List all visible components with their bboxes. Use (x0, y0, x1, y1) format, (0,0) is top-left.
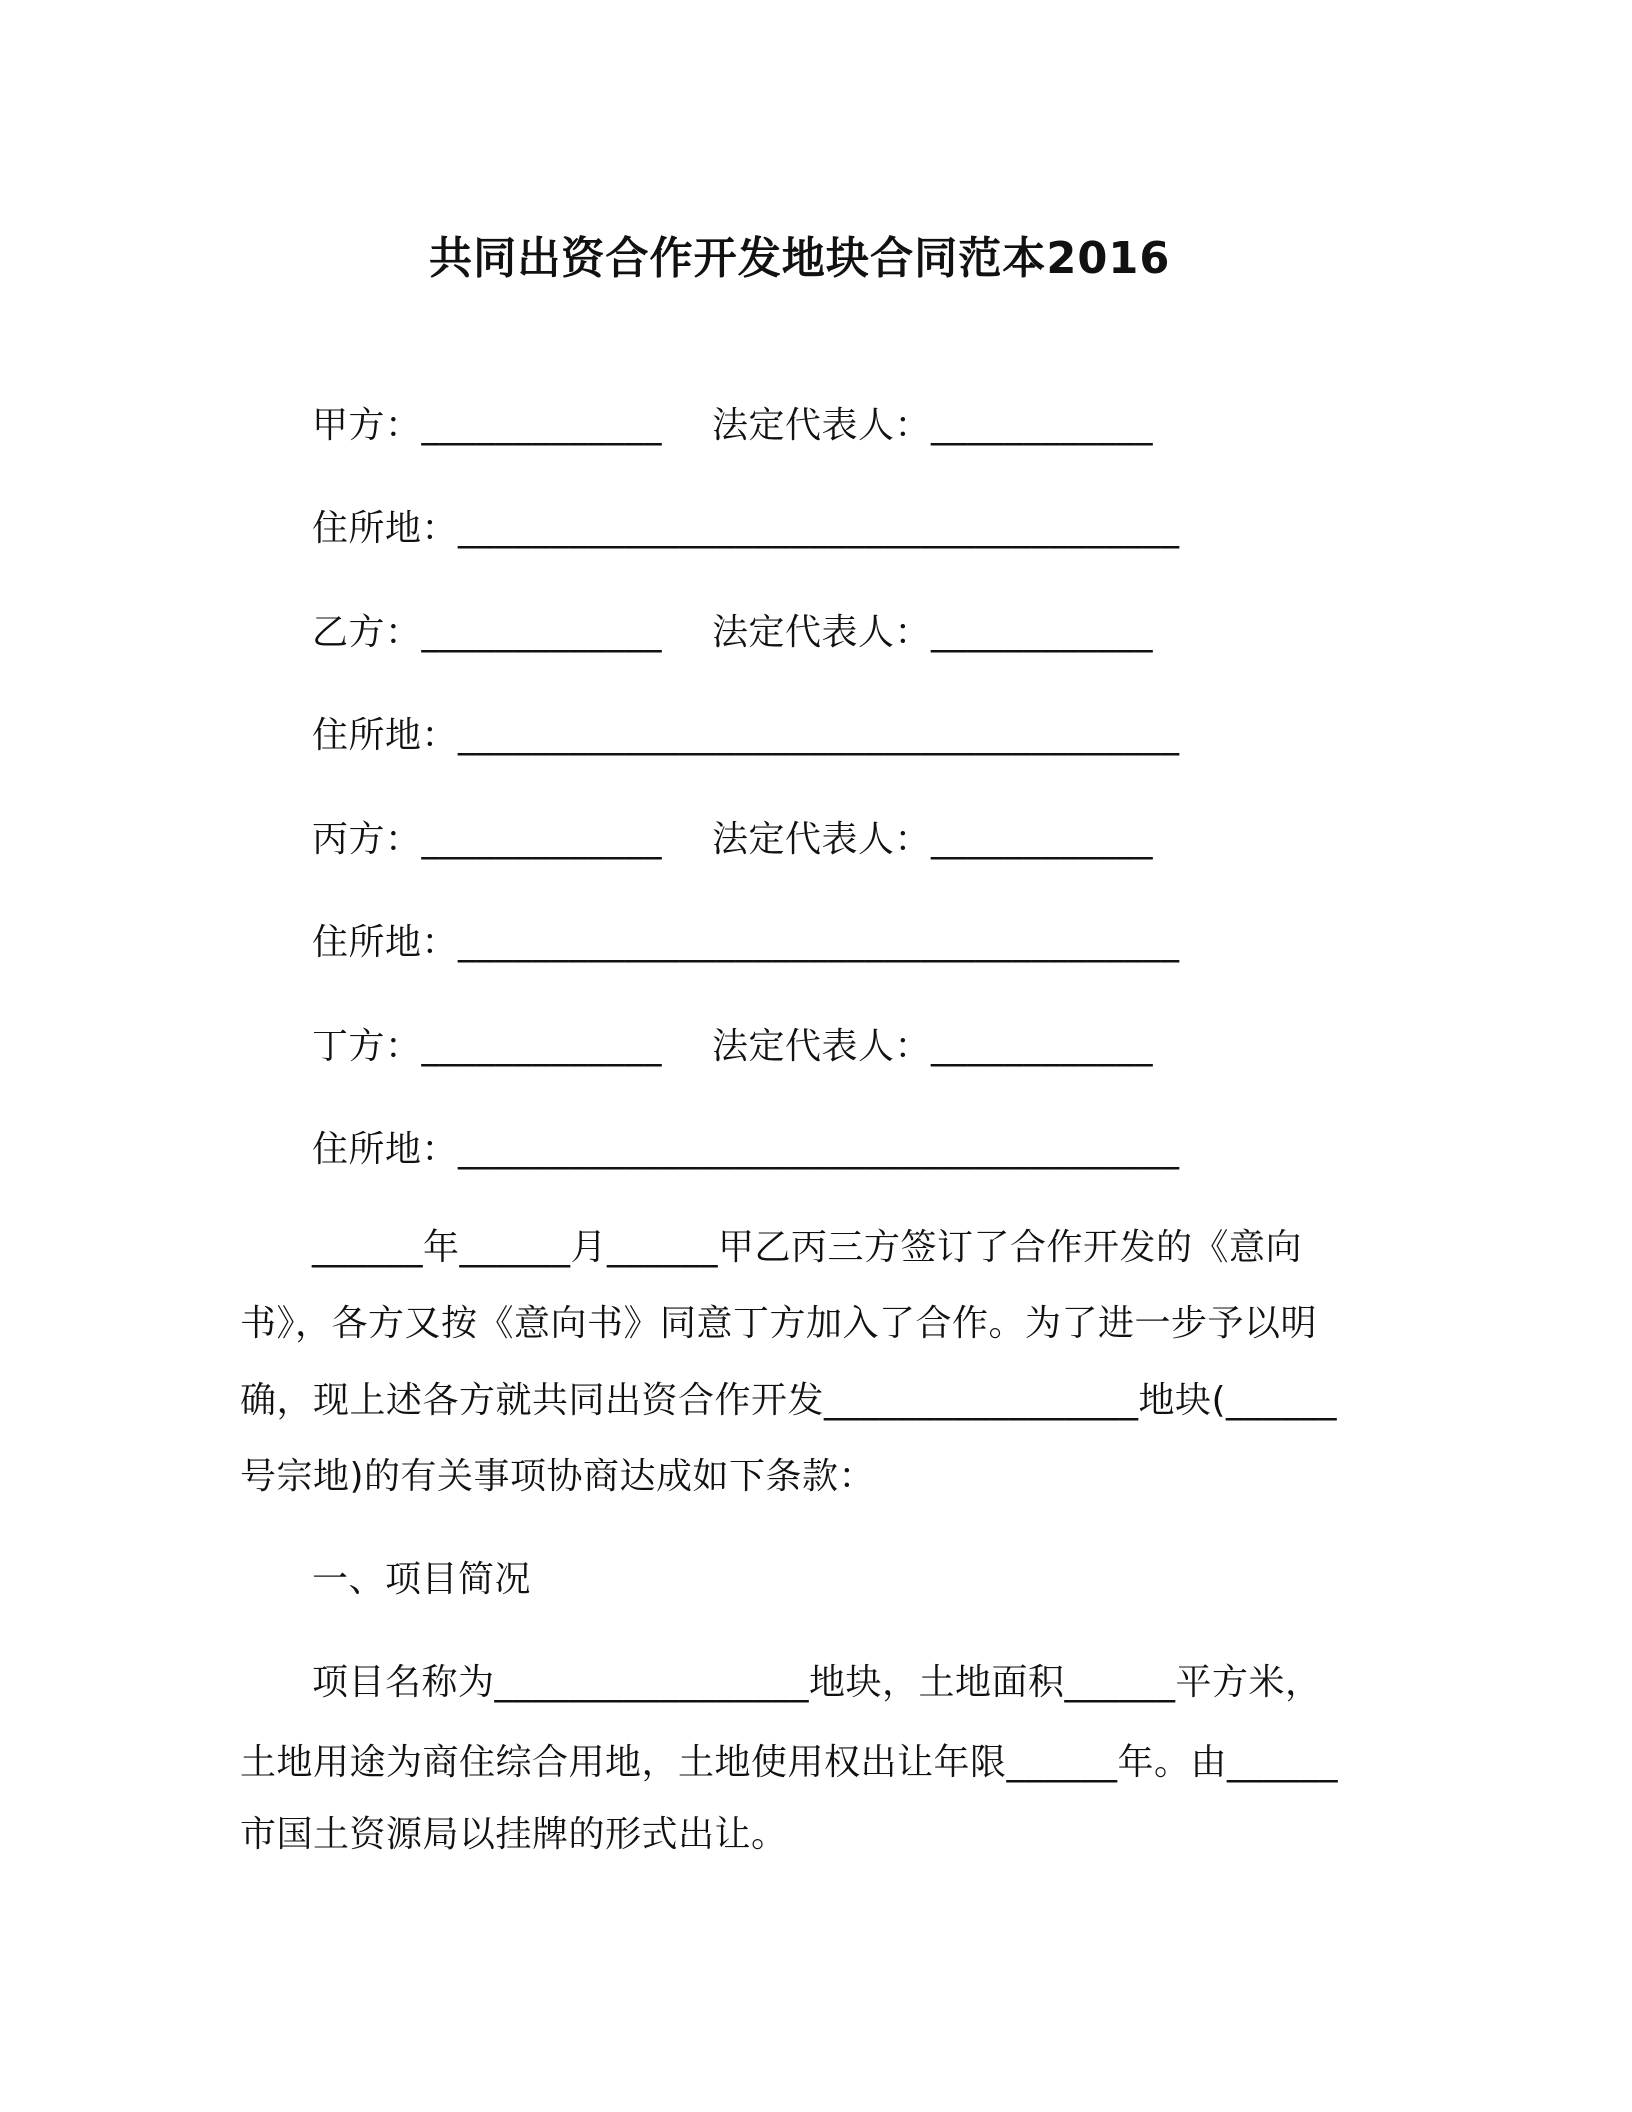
party-c-rep-row (712, 818, 1153, 862)
party-a-rep-label: 法定代表人： (712, 405, 932, 446)
party-d-blank[interactable]: _____________ (421, 1026, 663, 1067)
party-a-rep-blank[interactable]: ____________ (931, 405, 1154, 446)
party-b-rep-row (712, 611, 1153, 655)
party-d-row (312, 1025, 662, 1069)
party-b-rep-blank[interactable]: ____________ (931, 612, 1154, 653)
party-d-rep-label: 法定代表人： (712, 1026, 932, 1067)
party-d-address-row (312, 1128, 1180, 1172)
section-heading: 一、项目简况 (312, 1559, 532, 1600)
party-d-rep-blank[interactable]: ____________ (931, 1026, 1154, 1067)
party-a-rep-row (712, 404, 1153, 448)
party-d-address-blank[interactable]: _______________________________________ (458, 1129, 1180, 1170)
party-c-rep-blank[interactable]: ____________ (931, 819, 1154, 860)
party-b-row (312, 611, 662, 655)
project-line-1: 项目名称为_________________地块，土地面积______平方米， (312, 1662, 1322, 1703)
document-title: 共同出资合作开发地块合同范本2016 (429, 233, 1171, 284)
party-a-blank[interactable]: _____________ (421, 405, 663, 446)
party-c-address-blank[interactable]: _______________________________________ (458, 922, 1180, 963)
party-b-blank[interactable]: _____________ (421, 612, 663, 653)
party-a-row (312, 404, 662, 448)
party-b-rep-label: 法定代表人： (712, 612, 932, 653)
intro-line-4: 号宗地)的有关事项协商达成如下条款： (240, 1456, 876, 1497)
party-c-rep-label: 法定代表人： (712, 819, 932, 860)
party-a-address-label: 住所地： (312, 508, 459, 549)
project-line-2: 土地用途为商住综合用地，土地使用权出让年限______年。由______ (240, 1742, 1339, 1783)
party-b-address-label: 住所地： (312, 715, 459, 756)
party-a-address-row (312, 507, 1180, 551)
party-b-address-row (312, 714, 1180, 758)
party-c-blank[interactable]: _____________ (421, 819, 663, 860)
party-b-address-blank[interactable]: _______________________________________ (458, 715, 1180, 756)
party-b-label: 乙方： (312, 612, 422, 653)
intro-line-1: ______年______月______甲乙丙三方签订了合作开发的《意向 (312, 1227, 1303, 1268)
intro-line-3: 确，现上述各方就共同出资合作开发_________________地块(______ (240, 1380, 1338, 1421)
party-d-label: 丁方： (312, 1026, 422, 1067)
party-d-rep-row (712, 1025, 1153, 1069)
party-c-address-row (312, 921, 1180, 965)
party-d-address-label: 住所地： (312, 1129, 459, 1170)
party-c-address-label: 住所地： (312, 922, 459, 963)
party-c-label: 丙方： (312, 819, 422, 860)
party-c-row (312, 818, 662, 862)
intro-line-2: 书》，各方又按《意向书》同意丁方加入了合作。为了进一步予以明 (240, 1303, 1318, 1344)
party-a-address-blank[interactable]: _______________________________________ (458, 508, 1180, 549)
project-line-3: 市国土资源局以挂牌的形式出让。 (240, 1814, 788, 1855)
party-a-label: 甲方： (312, 405, 422, 446)
